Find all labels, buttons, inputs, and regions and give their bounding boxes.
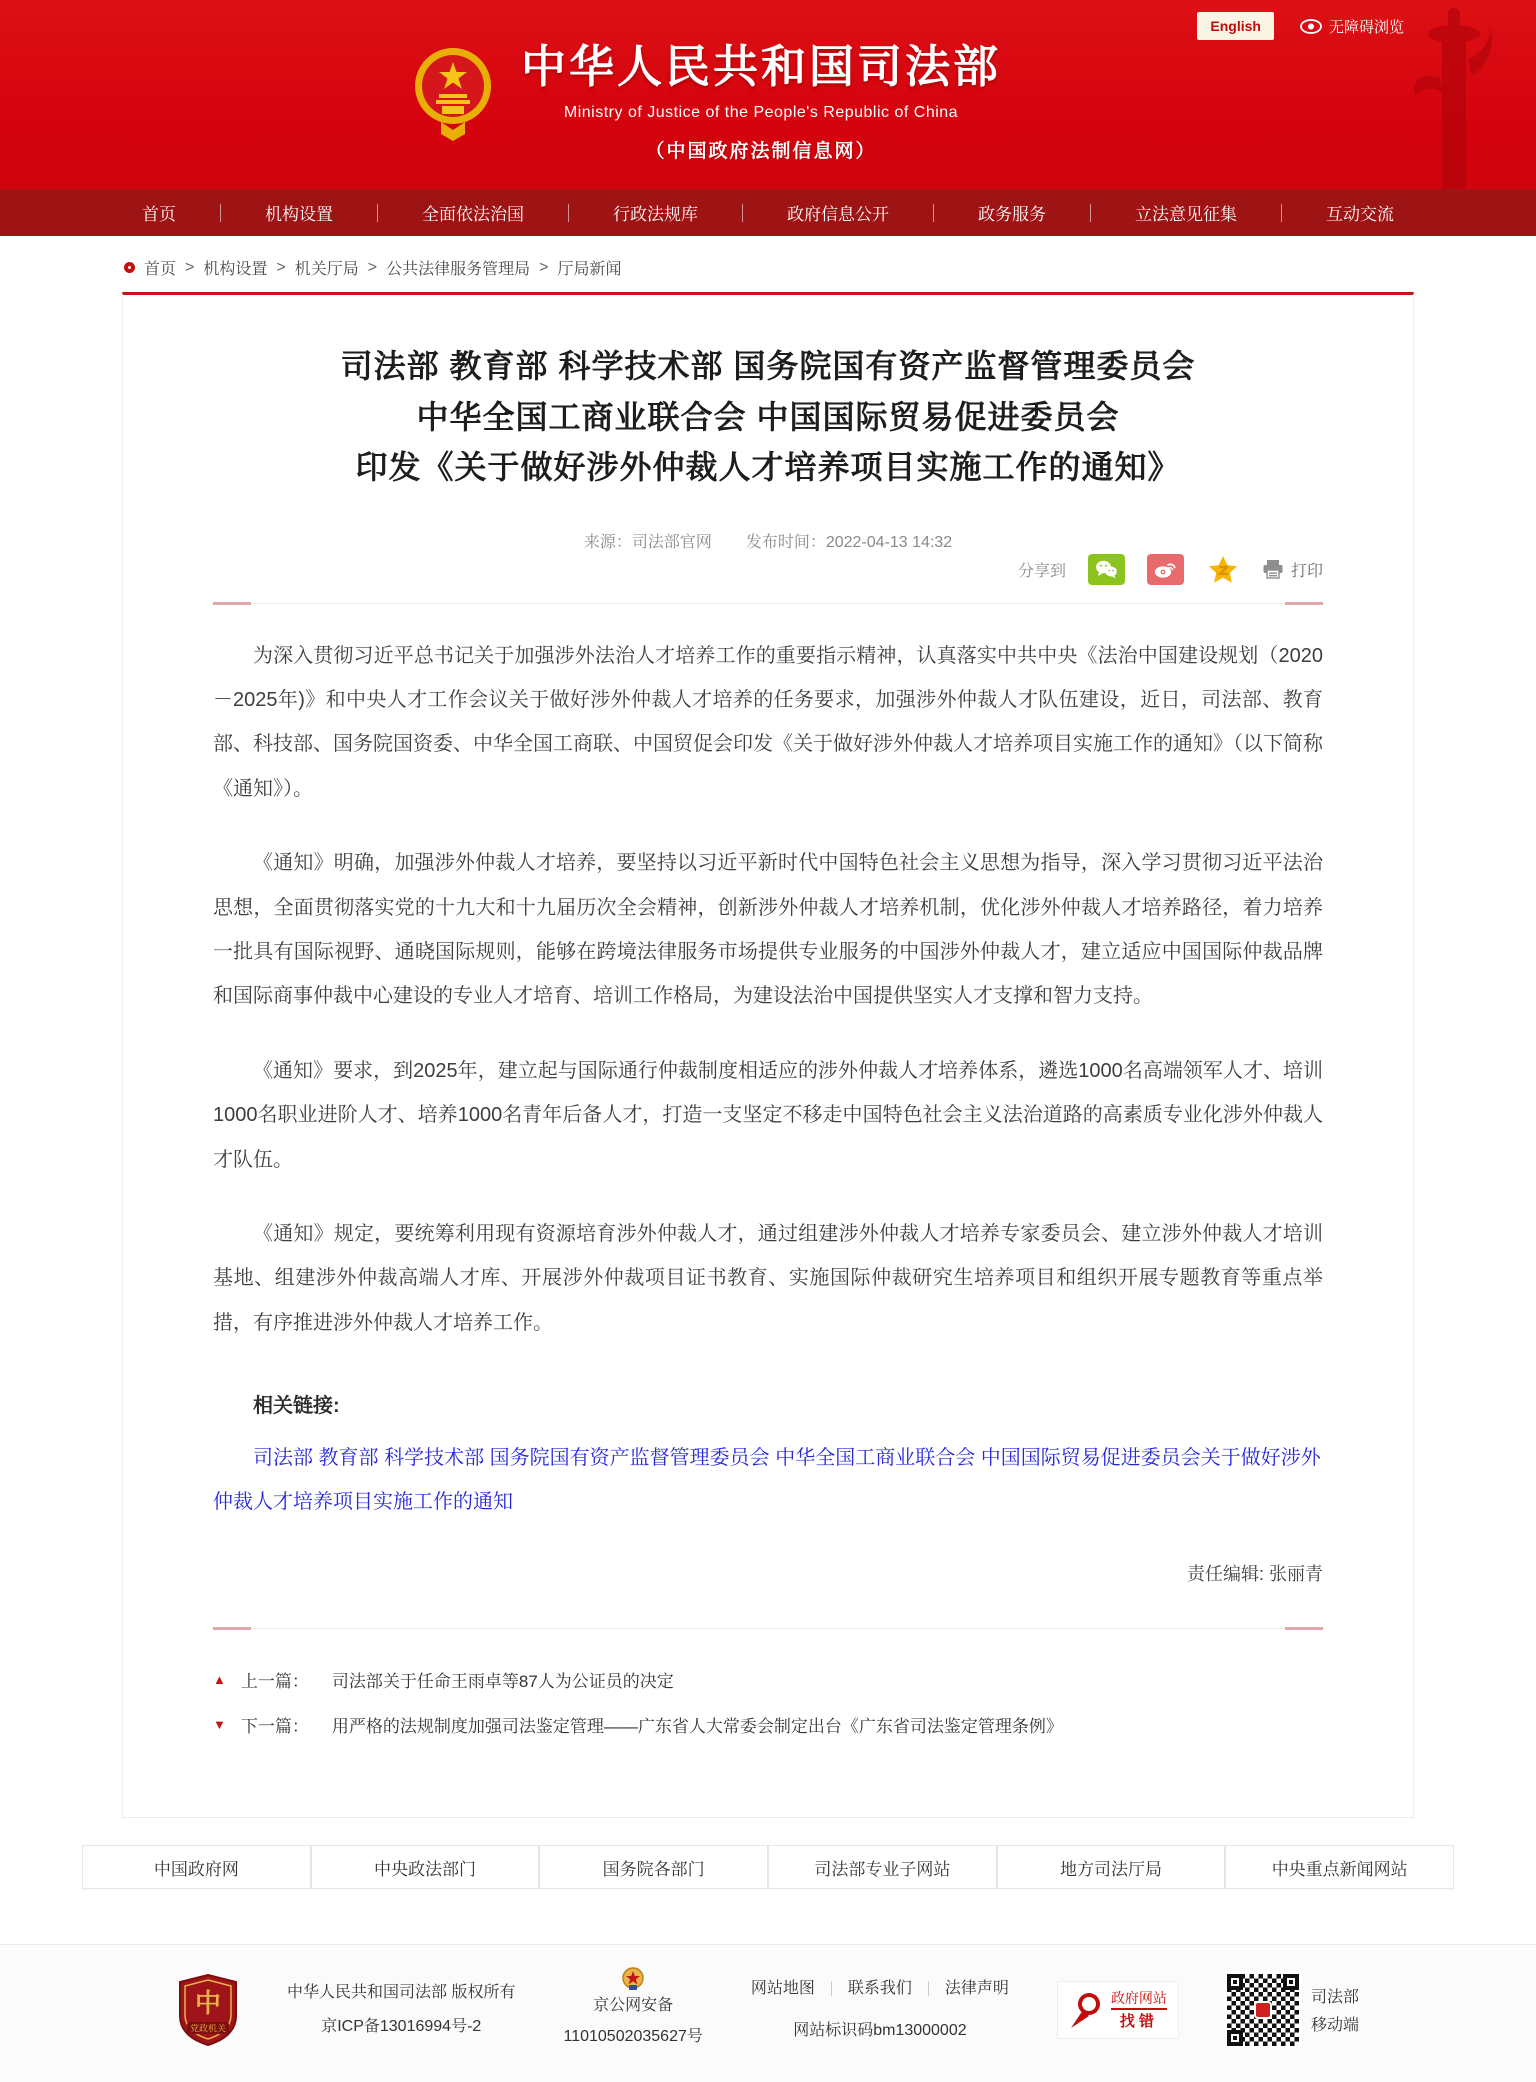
breadcrumb-marker-icon <box>124 262 135 273</box>
breadcrumb-item-bureau-news[interactable]: 厅局新闻 <box>557 261 622 278</box>
nav-item-interaction[interactable]: 互动交流 <box>1326 205 1394 224</box>
arrow-down-icon: ▼ <box>213 1717 226 1733</box>
nav-item-rule-of-law[interactable]: 全面依法治国 <box>422 205 524 224</box>
accessibility-label: 无障碍浏览 <box>1328 18 1404 36</box>
footer-link-moj-subsites[interactable]: 司法部专业子网站 <box>768 1845 997 1889</box>
site-identification-code: 网站标识码bm13000002 <box>793 2021 967 2039</box>
meta-divider <box>213 603 1323 604</box>
footer-link-local-justice[interactable]: 地方司法厅局 <box>997 1845 1226 1889</box>
related-links-label: 相关链接: <box>253 1395 340 1418</box>
related-document-link[interactable]: 司法部 教育部 科学技术部 国务院国有资产监督管理委员会 中华全国工商业联合会 中国国际贸易促进委员会关于做好涉外仲裁人才培养项目实施工作的通知 <box>213 1447 1321 1514</box>
footer-link-central-news[interactable]: 中央重点新闻网站 <box>1225 1845 1454 1889</box>
svg-text:中: 中 <box>195 1988 222 2018</box>
nav-separator <box>568 204 569 222</box>
party-gov-badge-icon <box>177 1974 239 2046</box>
footer-legal-link[interactable]: 法律声明 <box>944 1979 1009 1997</box>
footer-separator <box>831 1981 832 1996</box>
breadcrumb-separator: > <box>539 258 549 276</box>
next-label: 下一篇： <box>240 1717 309 1737</box>
footer-contact-link[interactable]: 联系我们 <box>847 1979 912 1997</box>
share-wechat-button[interactable] <box>1088 554 1125 585</box>
eye-icon <box>1300 19 1322 34</box>
finderr-labels <box>1111 1988 1167 2031</box>
breadcrumb-separator: > <box>367 258 378 276</box>
weibo-icon <box>1153 559 1177 579</box>
english-button[interactable]: English <box>1197 12 1274 40</box>
nav-item-legislation-comments[interactable]: 立法意见征集 <box>1135 205 1237 224</box>
article-meta-block <box>213 523 1323 589</box>
mobile-label-line-2: 移动端 <box>1310 2017 1359 2035</box>
accessibility-toggle[interactable] <box>1300 16 1404 37</box>
nav-separator <box>1281 204 1282 222</box>
footer-link-gov-cn[interactable]: 中国政府网 <box>82 1845 311 1889</box>
next-article-row <box>213 1712 1323 1737</box>
article-paragraph: 《通知》规定，要统筹利用现有资源培育涉外仲裁人才，通过组建涉外仲裁人才培养专家委员会、建立涉外仲裁人才培训基地、组建涉外仲裁高端人才库、开展涉外仲裁项目证书教育、实施国际仲裁研究生培养项目和组织开展专题教育等重点举措，有序推进涉外仲裁人才培养工作。 <box>213 1222 1323 1334</box>
source-label: 来源： <box>583 533 632 551</box>
footer-separator <box>928 1981 929 1996</box>
footer-sitemap-link[interactable]: 网站地图 <box>750 1979 815 1997</box>
nav-item-home[interactable]: 首页 <box>142 205 176 224</box>
breadcrumb-separator: > <box>276 258 286 276</box>
nav-separator <box>377 204 378 222</box>
nav-separator <box>742 204 743 222</box>
national-emblem <box>411 42 495 142</box>
site-subtitle-en: Ministry of Justice of the People's Republic of China <box>563 103 959 121</box>
mobile-label <box>1311 1974 1359 2042</box>
article-card <box>122 292 1414 1818</box>
footer-link-state-council[interactable]: 国务院各部门 <box>539 1845 768 1889</box>
nav-separator <box>1090 204 1091 222</box>
header-utility-bar <box>1197 12 1404 40</box>
police-badge-icon <box>622 1967 644 1991</box>
main-navigation <box>0 189 1536 236</box>
article-title <box>213 341 1323 493</box>
previous-label: 上一篇： <box>240 1672 309 1692</box>
breadcrumb <box>122 236 1414 292</box>
article-title-line-2: 中华全国工商业联合会 中国国际贸易促进委员会 <box>416 398 1120 435</box>
site-titles <box>521 42 1001 163</box>
nav-item-regulations[interactable]: 行政法规库 <box>613 205 698 224</box>
magnifier-icon <box>1069 1990 1103 2030</box>
publish-time-value: 2022-04-13 14:32 <box>825 533 953 551</box>
share-bar <box>1018 554 1323 585</box>
icp-number[interactable]: 京ICP备13016994号-2 <box>321 2017 482 2035</box>
article-meta <box>213 523 1323 552</box>
nav-item-services[interactable]: 政务服务 <box>978 205 1046 224</box>
finderr-line-1: 政府网站 <box>1111 1990 1167 2010</box>
article-paragraph: 《通知》要求，到2025年，建立起与国际通行仲裁制度相适应的涉外仲裁人才培养体系，遴选1000名高端领军人才、培训1000名职业进阶人才、培养1000名青年后备人才，打造一支坚定不移走中国特色社会主义法治道路的高素质专业化涉外仲裁人才队伍。 <box>213 1059 1323 1171</box>
publish-time-label: 发布时间： <box>745 533 826 551</box>
qr-center-logo <box>1254 2001 1272 2019</box>
site-header <box>0 0 1536 189</box>
nav-item-info-disclosure[interactable]: 政府信息公开 <box>787 205 889 224</box>
article-paragraph: 为深入贯彻习近平总书记关于加强涉外法治人才培养工作的重要指示精神，认真落实中共中央《法治中国建设规划（2020－2025年)》和中央人才工作会议关于做好涉外仲裁人才培养的任务要求，加强涉外仲裁人才队伍建设，近日，司法部、教育部、科技部、国务院国资委、中华全国工商联、中国贸促会印发《关于做好涉外仲裁人才培养项目实施工作的通知》（以下简称《通知》）。 <box>213 644 1323 800</box>
finderr-line-2: 找错 <box>1119 2013 1158 2030</box>
site-footer <box>0 1944 1536 2082</box>
police-registration-block <box>563 1967 702 2052</box>
print-button[interactable] <box>1262 558 1323 581</box>
breadcrumb-item-bureaus[interactable]: 机关厅局 <box>294 261 359 278</box>
share-qzone-button[interactable] <box>1206 554 1240 585</box>
breadcrumb-separator: > <box>185 258 195 276</box>
copyright-block <box>287 1976 515 2043</box>
breadcrumb-item-org[interactable]: 机构设置 <box>203 261 268 278</box>
article-title-line-3: 印发《关于做好涉外仲裁人才培养项目实施工作的通知》 <box>355 449 1181 486</box>
nav-separator <box>220 204 221 222</box>
breadcrumb-item-home[interactable]: 首页 <box>144 261 177 278</box>
previous-article-link[interactable]: 司法部关于任命王雨卓等87人为公证员的决定 <box>331 1672 674 1692</box>
star-icon <box>1208 555 1238 584</box>
mobile-qr-block <box>1227 1974 1359 2046</box>
previous-article-row <box>213 1667 1323 1692</box>
article-paragraph: 《通知》明确，加强涉外仲裁人才培养，要坚持以习近平新时代中国特色社会主义思想为指导，深入学习贯彻习近平法治思想，全面贯彻落实党的十九大和十九届历次全会精神，创新涉外仲裁人才培养机制，优化涉外仲裁人才培养路径，着力培养一批具有国际视野、通晓国际规则，能够在跨境法律服务市场提供专业服务的中国涉外仲裁人才，建立适应中国国际仲裁品牌和国际商事仲裁中心建设的专业人才培育、培训工作格局，为建设法治中国提供坚实人才支撑和智力支持。 <box>213 852 1323 1008</box>
site-tagline: （中国政府法制信息网） <box>645 140 877 162</box>
police-line-2[interactable]: 11010502035627号 <box>563 2027 703 2045</box>
article-footer-divider <box>213 1628 1323 1629</box>
source-value: 司法部官网 <box>631 533 712 551</box>
qr-code <box>1227 1974 1299 2046</box>
next-article-link[interactable]: 用严格的法规制度加强司法鉴定管理——广东省人大常委会制定出台《广东省司法鉴定管理条例》 <box>331 1717 1063 1737</box>
editor-credit: 责任编辑: 张丽青 <box>1186 1564 1323 1585</box>
site-title: 中华人民共和国司法部 <box>520 42 1001 92</box>
svg-text:党政机关: 党政机关 <box>190 2023 227 2033</box>
printer-icon <box>1262 559 1284 579</box>
share-label: 分享到 <box>1017 562 1066 580</box>
nav-item-org[interactable]: 机构设置 <box>265 205 333 224</box>
print-label: 打印 <box>1290 562 1323 580</box>
breadcrumb-item-public-legal-service[interactable]: 公共法律服务管理局 <box>386 261 531 278</box>
footer-link-political-legal[interactable]: 中央政法部门 <box>311 1845 540 1889</box>
arrow-up-icon: ▲ <box>213 1672 226 1688</box>
footer-nav-block <box>751 1972 1009 2047</box>
gov-website-error-report-button[interactable] <box>1057 1981 1179 2039</box>
footer-site-links <box>82 1845 1454 1889</box>
mobile-label-line-1: 司法部 <box>1310 1988 1359 2006</box>
article-title-line-1: 司法部 教育部 科学技术部 国务院国有资产监督管理委员会 <box>340 348 1196 384</box>
copyright-line: 中华人民共和国司法部 版权所有 <box>287 1983 516 2001</box>
header-branding <box>0 42 1474 163</box>
police-line-1: 京公网安备 <box>593 1997 674 2015</box>
share-weibo-button[interactable] <box>1147 554 1184 585</box>
wechat-icon <box>1094 559 1118 579</box>
nav-separator <box>933 204 934 222</box>
